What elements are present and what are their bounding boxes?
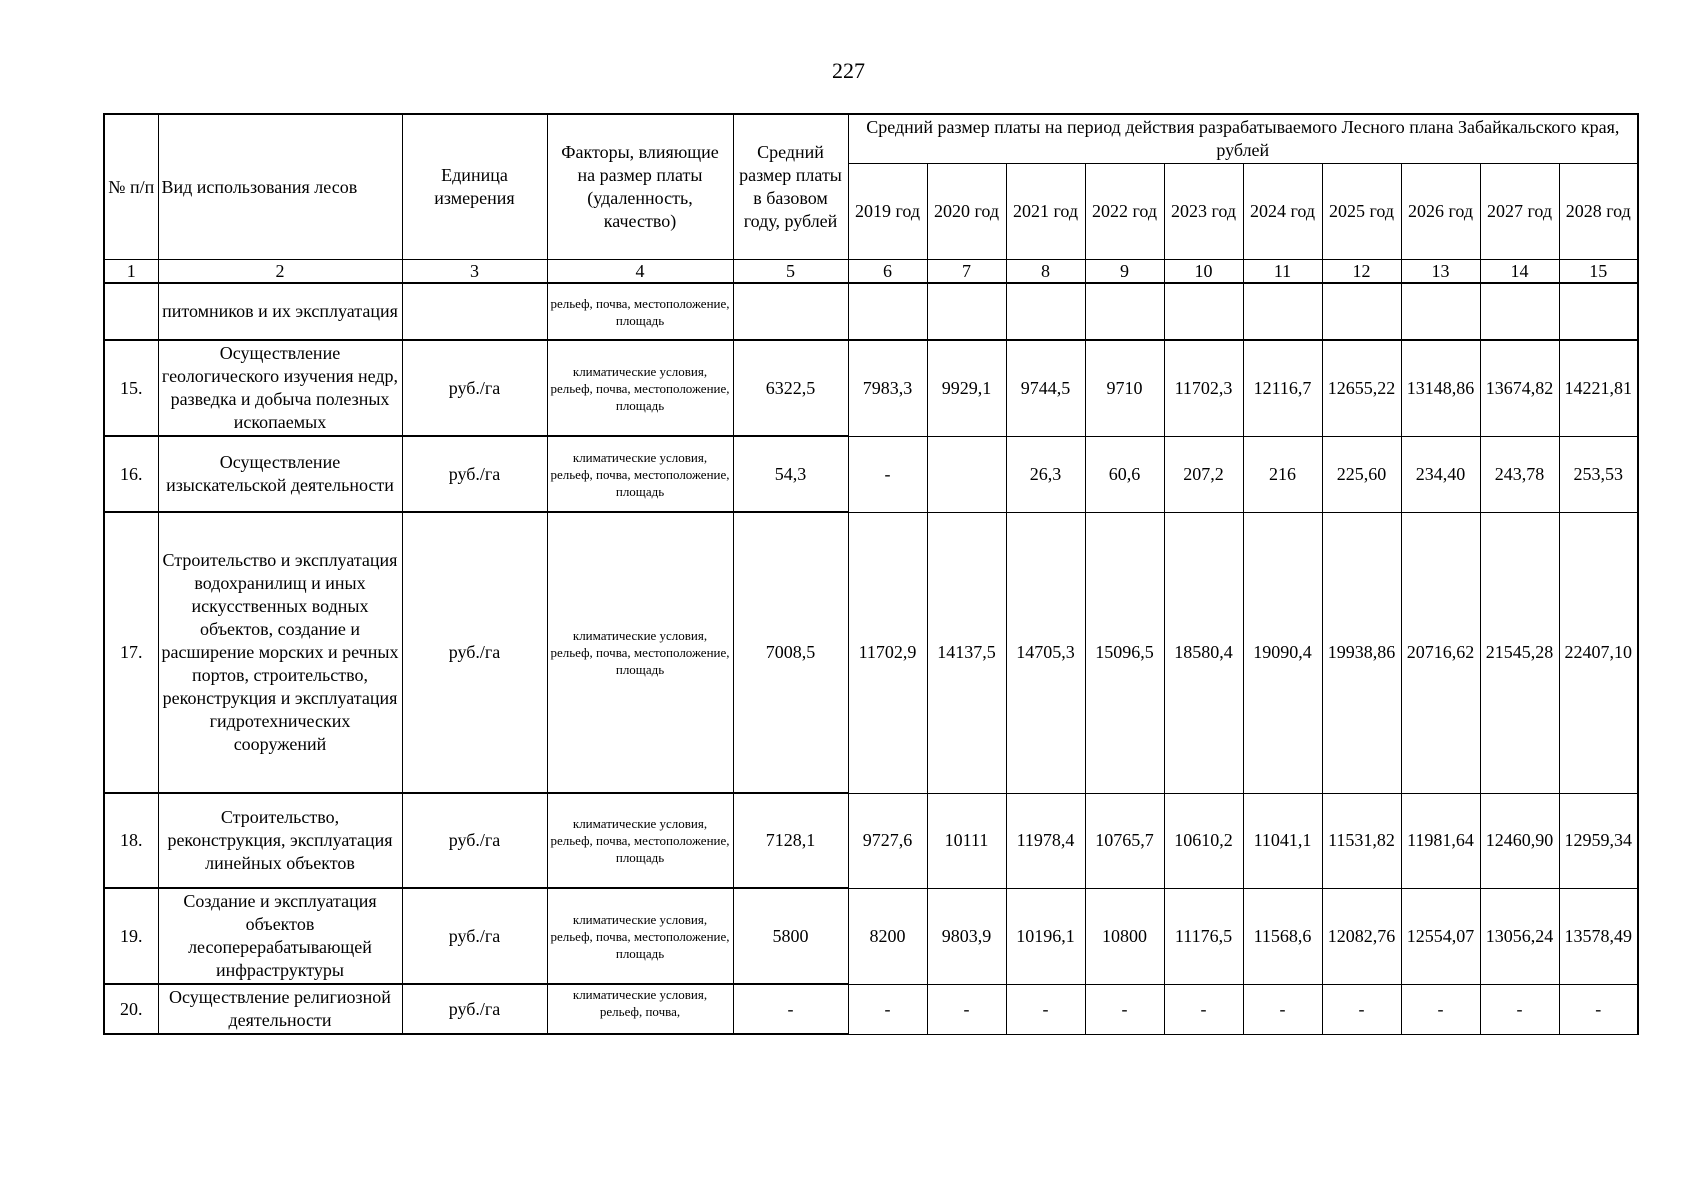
row-year-value: 19938,86 [1322,512,1401,793]
column-index: 4 [547,260,733,284]
header-unit: Единица измерения [402,114,547,260]
row-kind: Строительство и эксплуатация водохранилищ и иных искусственных водных объектов, создание и расширение морских и речных портов, строительство, реконструкция и эксплуатация гидротехнических сооружений [158,512,402,793]
row-year-value: 10111 [927,793,1006,888]
row-year-value: 12959,34 [1559,793,1638,888]
row-year-value [1559,283,1638,340]
row-year-value: - [1085,984,1164,1034]
row-year-value: - [927,984,1006,1034]
row-year-value: 13674,82 [1480,340,1559,436]
row-kind: Строительство, реконструкция, эксплуатация линейных объектов [158,793,402,888]
row-unit: руб./га [402,888,547,984]
column-index: 11 [1243,260,1322,284]
row-factors: климатические условия, рельеф, почва, местоположение, площадь [547,340,733,436]
row-year-value: - [1006,984,1085,1034]
row-year-value [1322,283,1401,340]
row-base-value: 7128,1 [733,793,848,888]
header-year: 2024 год [1243,164,1322,260]
row-number: 20. [104,984,158,1034]
row-year-value [927,283,1006,340]
row-number: 19. [104,888,158,984]
table-row [104,984,1638,1034]
row-year-value [1401,283,1480,340]
column-index: 15 [1559,260,1638,284]
row-year-value: 8200 [848,888,927,984]
header-year: 2019 год [848,164,927,260]
row-year-value: 11702,3 [1164,340,1243,436]
row-year-value: 13148,86 [1401,340,1480,436]
column-index-row [104,260,1638,284]
header-year: 2027 год [1480,164,1559,260]
table-row [104,436,1638,512]
row-year-value: - [1322,984,1401,1034]
row-base-value: 5800 [733,888,848,984]
row-unit: руб./га [402,793,547,888]
row-year-value: 12116,7 [1243,340,1322,436]
row-year-value: 9803,9 [927,888,1006,984]
row-factors: климатические условия, рельеф, почва, местоположение, площадь [547,512,733,793]
row-year-value [848,283,927,340]
column-index: 1 [104,260,158,284]
row-year-value: 225,60 [1322,436,1401,512]
column-index: 6 [848,260,927,284]
column-index: 14 [1480,260,1559,284]
row-year-value: - [1559,984,1638,1034]
row-number: 18. [104,793,158,888]
row-year-value [1480,283,1559,340]
row-year-value: 12460,90 [1480,793,1559,888]
row-factors: климатические условия, рельеф, почва, местоположение, площадь [547,888,733,984]
row-kind: Осуществление религиозной деятельности [158,984,402,1034]
column-index: 8 [1006,260,1085,284]
row-year-value: 253,53 [1559,436,1638,512]
row-year-value: 13056,24 [1480,888,1559,984]
row-year-value [1243,283,1322,340]
row-year-value: 11702,9 [848,512,927,793]
row-factors: климатические условия, рельеф, почва, [547,984,733,1034]
header-num: № п/п [104,114,158,260]
row-factors: климатические условия, рельеф, почва, местоположение, площадь [547,436,733,512]
column-index: 2 [158,260,402,284]
row-year-value: - [1480,984,1559,1034]
row-year-value: 12655,22 [1322,340,1401,436]
header-factors: Факторы, влияющие на размер платы (удаленность, качество) [547,114,733,260]
row-number: 17. [104,512,158,793]
row-year-value: 11568,6 [1243,888,1322,984]
header-year: 2023 год [1164,164,1243,260]
row-year-value: 11041,1 [1243,793,1322,888]
header-year: 2021 год [1006,164,1085,260]
row-year-value [927,436,1006,512]
header-year: 2020 год [927,164,1006,260]
column-index: 9 [1085,260,1164,284]
header-year: 2026 год [1401,164,1480,260]
row-year-value: 10610,2 [1164,793,1243,888]
row-year-value: 14221,81 [1559,340,1638,436]
row-year-value: 14137,5 [927,512,1006,793]
row-year-value: 9744,5 [1006,340,1085,436]
row-factors: рельеф, почва, местоположение, площадь [547,283,733,340]
row-year-value: 18580,4 [1164,512,1243,793]
column-index: 5 [733,260,848,284]
row-base-value: 7008,5 [733,512,848,793]
row-kind: Создание и эксплуатация объектов лесоперерабатывающей инфраструктуры [158,888,402,984]
column-index: 13 [1401,260,1480,284]
table-row [104,340,1638,436]
row-year-value: 19090,4 [1243,512,1322,793]
row-year-value: 9727,6 [848,793,927,888]
row-year-value: 10800 [1085,888,1164,984]
row-year-value: 14705,3 [1006,512,1085,793]
row-year-value: 207,2 [1164,436,1243,512]
row-year-value: 13578,49 [1559,888,1638,984]
column-index: 7 [927,260,1006,284]
row-base-value: - [733,984,848,1034]
row-year-value: 60,6 [1085,436,1164,512]
row-year-value: 12554,07 [1401,888,1480,984]
header-base: Средний размер платы в базовом году, рублей [733,114,848,260]
row-year-value: - [848,984,927,1034]
row-year-value: 11531,82 [1322,793,1401,888]
column-index: 3 [402,260,547,284]
row-year-value [1006,283,1085,340]
row-unit: руб./га [402,984,547,1034]
row-year-value: 15096,5 [1085,512,1164,793]
row-year-value: 9710 [1085,340,1164,436]
row-year-value: 11981,64 [1401,793,1480,888]
table-row [104,512,1638,793]
header-year: 2025 год [1322,164,1401,260]
row-year-value: 10196,1 [1006,888,1085,984]
row-number: 16. [104,436,158,512]
row-unit [402,283,547,340]
header-row-1 [104,114,1638,164]
header-group-title: Средний размер платы на период действия разрабатываемого Лесного плана Забайкальского края, рублей [848,114,1638,164]
forest-payment-table [103,113,1639,1035]
row-kind: Осуществление изыскательской деятельности [158,436,402,512]
row-year-value: 26,3 [1006,436,1085,512]
column-index: 12 [1322,260,1401,284]
row-number: 15. [104,340,158,436]
row-year-value: 234,40 [1401,436,1480,512]
row-year-value [1164,283,1243,340]
row-kind: питомников и их эксплуатация [158,283,402,340]
row-year-value: - [1401,984,1480,1034]
row-year-value: 11978,4 [1006,793,1085,888]
column-index: 10 [1164,260,1243,284]
row-unit: руб./га [402,436,547,512]
row-year-value: 22407,10 [1559,512,1638,793]
row-year-value: 12082,76 [1322,888,1401,984]
header-kind: Вид использования лесов [158,114,402,260]
table-row [104,888,1638,984]
row-base-value: 54,3 [733,436,848,512]
row-year-value: 7983,3 [848,340,927,436]
row-kind: Осуществление геологического изучения недр, разведка и добыча полезных ископаемых [158,340,402,436]
row-unit: руб./га [402,512,547,793]
row-unit: руб./га [402,340,547,436]
row-factors: климатические условия, рельеф, почва, местоположение, площадь [547,793,733,888]
row-year-value: 9929,1 [927,340,1006,436]
row-year-value: 20716,62 [1401,512,1480,793]
page-number: 227 [832,58,865,83]
row-year-value: 21545,28 [1480,512,1559,793]
row-base-value: 6322,5 [733,340,848,436]
row-number [104,283,158,340]
row-year-value: 10765,7 [1085,793,1164,888]
row-year-value: - [848,436,927,512]
row-year-value: 243,78 [1480,436,1559,512]
row-year-value [1085,283,1164,340]
table-row [104,283,1638,340]
header-year: 2028 год [1559,164,1638,260]
row-year-value: 216 [1243,436,1322,512]
row-base-value [733,283,848,340]
row-year-value: - [1243,984,1322,1034]
header-year: 2022 год [1085,164,1164,260]
row-year-value: - [1164,984,1243,1034]
table-row [104,793,1638,888]
row-year-value: 11176,5 [1164,888,1243,984]
